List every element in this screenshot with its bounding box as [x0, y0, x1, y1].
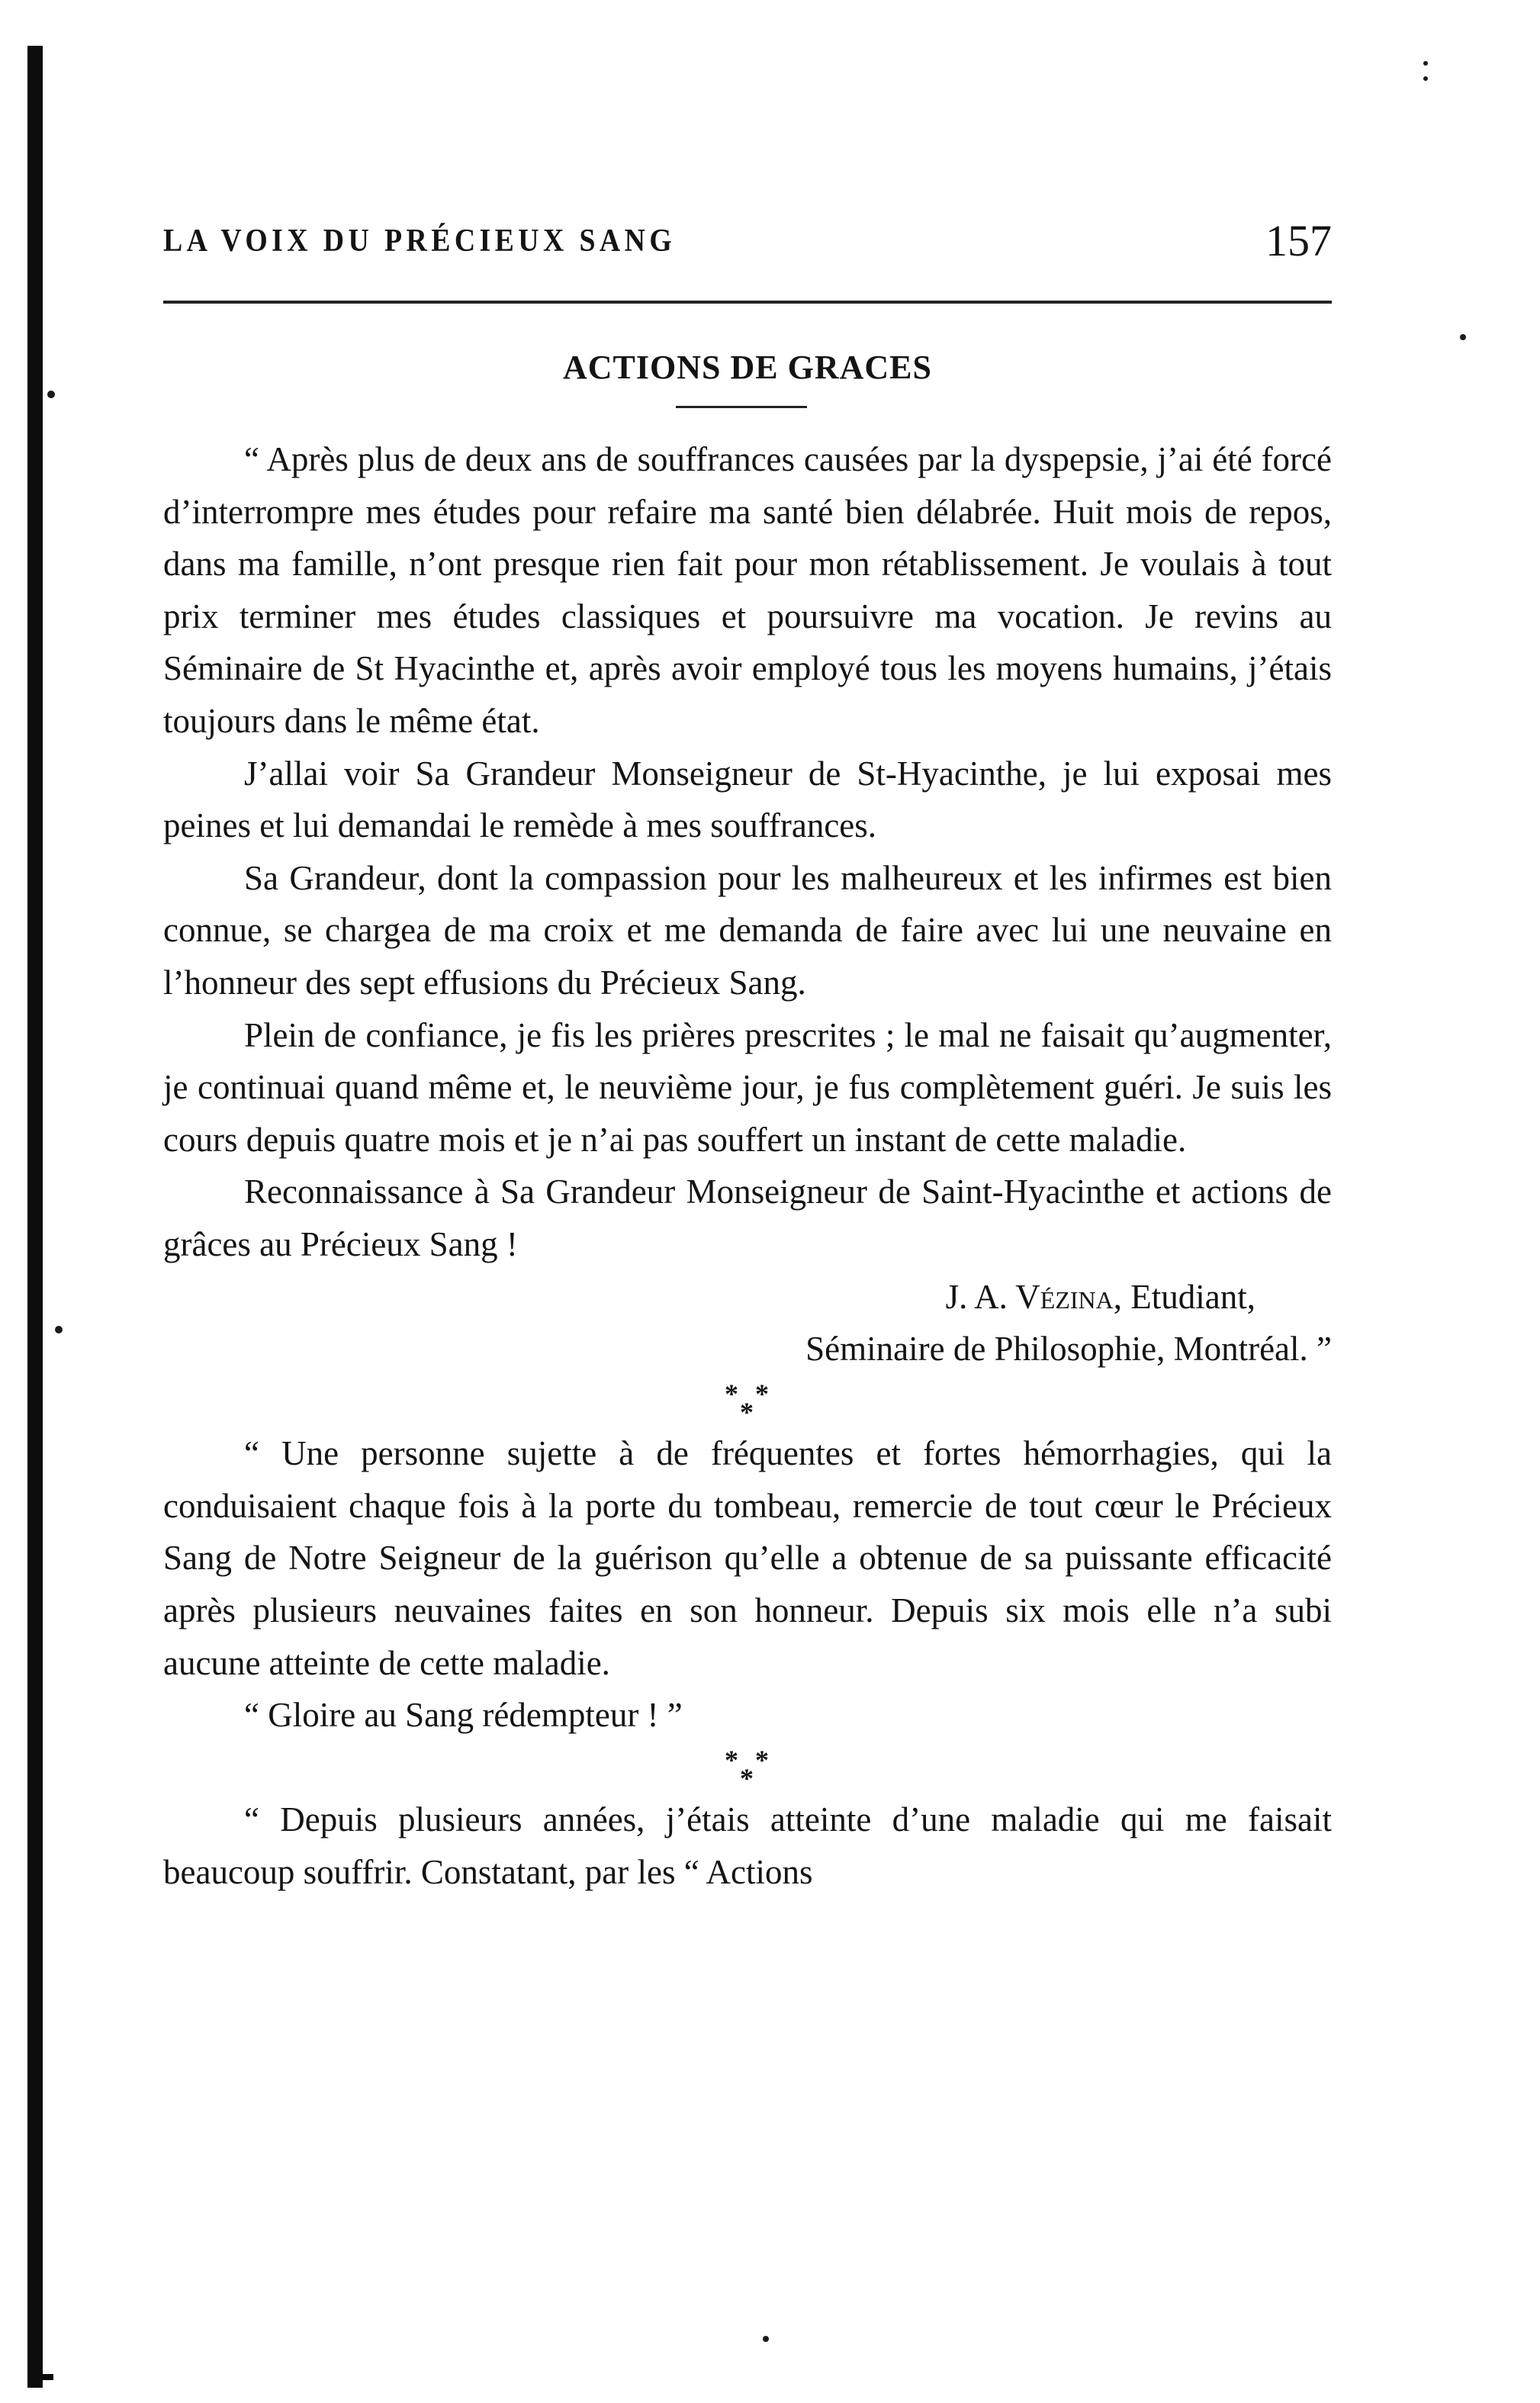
paragraph: “ Depuis plusieurs années, j’étais atteinte d’une maladie qui me faisait beaucoup souffrir. Constatant, par les “ Actions [163, 1800, 1332, 1892]
speck [1423, 61, 1428, 66]
signature-affiliation: Séminaire de Philosophie, Montréal. ” [805, 1330, 1332, 1369]
asterism-separator [163, 1375, 1332, 1428]
asterism-star: * [740, 1396, 754, 1427]
speck [1423, 76, 1428, 81]
paragraph: Plein de confiance, je fis les prières prescrites ; le mal ne faisait qu’augmenter, je continuai quand même et, le neuvième jour, je fus complètement guéri. Je suis les cours depuis quatre mois et je n’ai pas souffert un instant de cette maladie. [163, 1015, 1332, 1159]
asterism-star: * [755, 1744, 769, 1775]
binding-foot [43, 2374, 53, 2380]
running-title: LA VOIX DU PRÉCIEUX SANG [163, 224, 677, 259]
speck [1460, 334, 1466, 340]
running-header [163, 204, 1332, 275]
signature-line [163, 1271, 1332, 1324]
signature-name: J. A. Vézina [945, 1277, 1114, 1316]
page-number: 157 [1265, 216, 1332, 265]
section-title: ACTIONS DE GRACES [563, 349, 932, 386]
asterism-star: * [755, 1378, 769, 1409]
header-rule [163, 301, 1332, 304]
paragraph: Reconnaissance à Sa Grandeur Monseigneur de Saint-Hyacinthe et actions de grâces au Précieux Sang ! [163, 1173, 1332, 1263]
speck [55, 1326, 63, 1333]
speck [763, 2336, 769, 2342]
document-page [163, 204, 1332, 1892]
title-rule [676, 406, 807, 408]
asterism-separator [163, 1742, 1332, 1794]
body-text [163, 433, 1332, 1899]
paragraph: “ Après plus de deux ans de souffrances causées par la dyspepsie, j’ai été forcé d’interrompre mes études pour refaire ma santé bien délabrée. Huit mois de repos, dans ma famille, n’ont presque rien fait pour mon rétablissement. Je voulais à tout prix terminer mes études classiques et poursuivre ma vocation. Je revins au Séminaire de St Hyacinthe et, après avoir employé tous les moyens humains, j’étais toujours dans le même état. [163, 440, 1332, 740]
paragraph: “ Gloire au Sang rédempteur ! ” [244, 1696, 683, 1735]
paragraph: “ Une personne sujette à de fréquentes et fortes hémorrhagies, qui la conduisaient chaque fois à la porte du tombeau, remercie de tout cœur le Précieux Sang de Notre Seigneur de la guérison qu’elle a obtenue de sa puissante efficacité après plusieurs neuvaines faites en son honneur. Depuis six mois elle n’a subi aucune atteinte de cette maladie. [163, 1434, 1332, 1682]
paragraph: Sa Grandeur, dont la compassion pour les malheureux et les infirmes est bien connue, se chargea de ma croix et me demanda de faire avec lui une neuvaine en l’honneur des sept effusions du Précieux Sang. [163, 858, 1332, 1002]
asterism-star: * [725, 1744, 738, 1775]
binding-edge [27, 46, 43, 2388]
speck [47, 391, 55, 398]
asterism-star: * [725, 1378, 738, 1409]
paragraph: J’allai voir Sa Grandeur Monseigneur de St-Hyacinthe, je lui exposai mes peines et lui demandai le remède à mes souffrances. [163, 754, 1332, 845]
asterism-star: * [740, 1762, 754, 1793]
signature-title: , Etudiant, [1113, 1277, 1255, 1316]
